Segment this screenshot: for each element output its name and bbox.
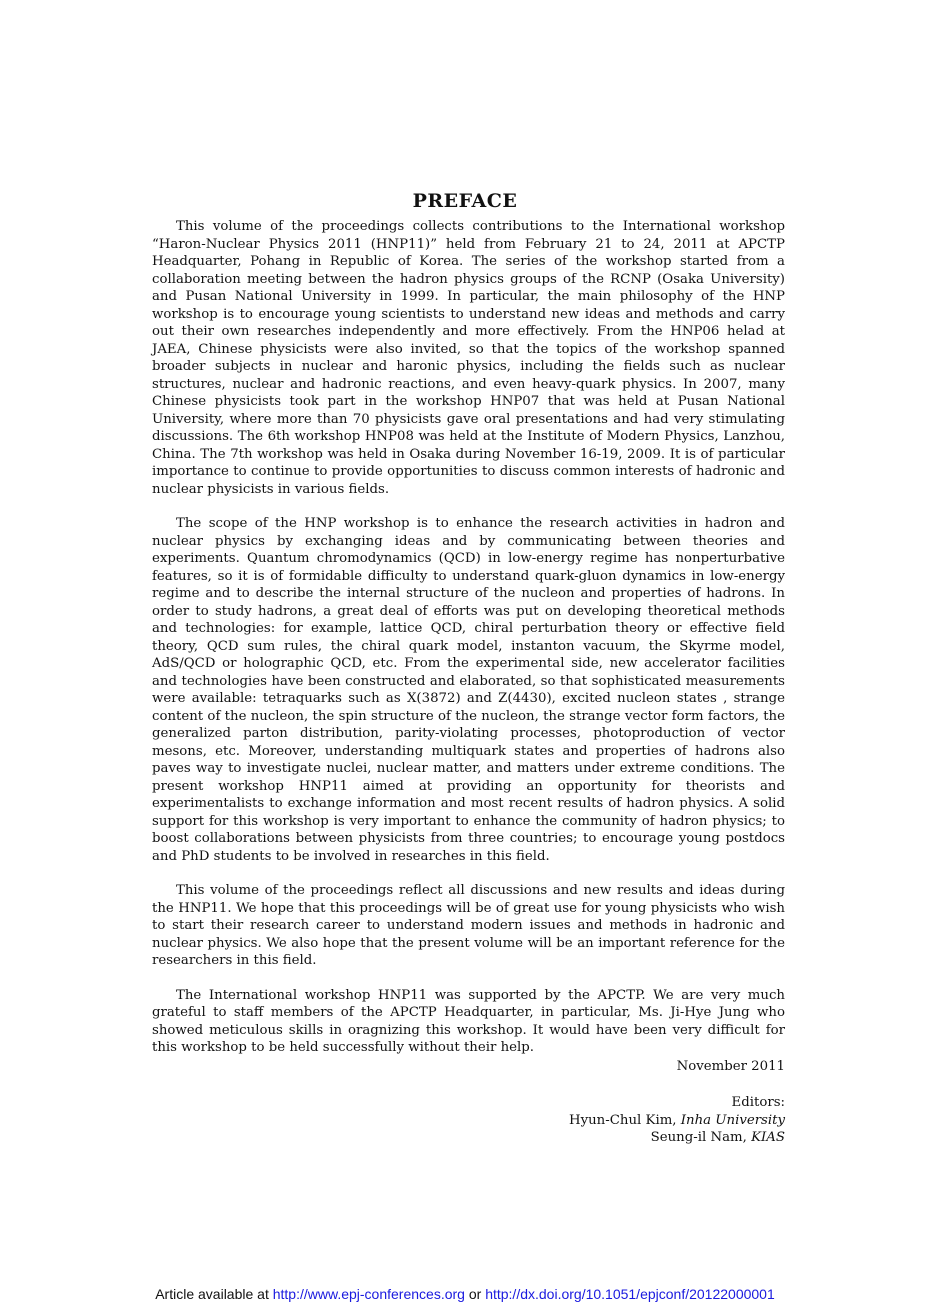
paragraph-3: This volume of the proceedings reflect all discussions and new results and ideas during the HNP11. We hope that this proceedings will be of great use for young physicists who wish to start their research career to understand modern issues and methods in hadronic and nuclear physics. We also hope that the present volume will be an important reference for the researchers in this field. <box>152 883 785 968</box>
editor-2-affiliation: KIAS <box>751 1130 785 1145</box>
paragraph-4: The International workshop HNP11 was supported by the APCTP. We are very much grateful to staff members of the APCTP Headquarter, in particular, Ms. Ji-Hye Jung who showed meticulous skills in oragnizing this workshop. It would have been very difficult for this workshop to be held successfully without their help. <box>152 987 785 1055</box>
editor-1-affiliation: Inha University <box>680 1112 785 1128</box>
epj-conferences-link[interactable]: http://www.epj-conferences.org <box>272 1286 465 1302</box>
preface-body <box>152 218 785 1074</box>
footer-prefix: Article available at <box>155 1286 273 1302</box>
editors-block <box>152 1094 785 1147</box>
paragraph-1: This volume of the proceedings collects contributions to the International workshop “Haron-Nuclear Physics 2011 (HNP11)” held from February 21 to 24, 2011 at APCTP Headquarter, Pohang in Republic of Korea. The series of the workshop started from a collaboration meeting between the hadron physics groups of the RCNP (Osaka University) and Pusan National University in 1999. In particular, the main philosophy of the HNP workshop is to encourage young scientists to understand new ideas and methods and carry out their own researches independently and more effectively. From the HNP06 helad at JAEA, Chinese physicists were also invited, so that the topics of the workshop spanned broader subjects in nuclear and haronic physics, including the fields such as nuclear structures, nuclear and hadronic reactions, and even heavy-quark physics. In 2007, many Chinese physicists took part in the workshop HNP07 that was held at Pusan National University, where more than 70 physicists gave oral presentations and had very stimulating discussions. The 6th workshop HNP08 was held at the Institute of Modern Physics, Lanzhou, China. The 7th workshop was held in Osaka during November 16-19, 2009. It is of particular importance to continue to provide opportunities to discuss common interests of hadronic and nuclear physicists in various fields. <box>152 219 785 497</box>
doi-link[interactable]: http://dx.doi.org/10.1051/epjconf/20122000001 <box>485 1286 775 1302</box>
editor-1-name: Hyun-Chul Kim, <box>569 1112 681 1128</box>
signature-date: November 2011 <box>676 1059 785 1074</box>
editor-2-name: Seung-il Nam, <box>650 1130 752 1145</box>
editor-2 <box>152 1129 785 1147</box>
paragraph-2: The scope of the HNP workshop is to enhance the research activities in hadron and nuclear physics by exchanging ideas and by communicating between theories and experiments. Quantum chromodynamics (QCD) in low-energy regime has nonperturbative features, so it is of formidable difficulty to understand quark-gluon dynamics in low-energy regime and to describe the internal structure of the nucleon and properties of hadrons. In order to study hadrons, a great deal of efforts was put on developing theoretical methods and technologies: for example, lattice QCD, chiral perturbation theory or effective field theory, QCD sum rules, the chiral quark model, instanton vacuum, the Skyrme model, AdS/QCD or holographic QCD, etc. From the experimental side, new accelerator facilities and technologies have been constructed and elaborated, so that sophisticated measurements were available: tetraquarks such as X(3872) and Z(4430), excited nucleon states , strange content of the nucleon, the spin structure of the nucleon, the strange vector form factors, the generalized parton distribution, parity-violating processes, photoproduction of vector mesons, etc. Moreover, understanding multiquark states and properties of hadrons also paves way to investigate nuclei, nuclear matter, and matters under extreme conditions. The present workshop HNP11 aimed at providing an opportunity for theorists and experimentalists to exchange information and most recent results of hadron physics. A solid support for this workshop is very important to enhance the community of hadron physics; to boost collaborations between physicists from three countries; to encourage young postdocs and PhD students to be involved in researches in this field. <box>152 516 785 864</box>
page-title: PREFACE <box>412 190 518 212</box>
editor-1 <box>152 1112 785 1130</box>
editors-label: Editors: <box>731 1095 785 1110</box>
article-footer <box>0 1286 930 1302</box>
footer-middle: or <box>464 1286 486 1302</box>
